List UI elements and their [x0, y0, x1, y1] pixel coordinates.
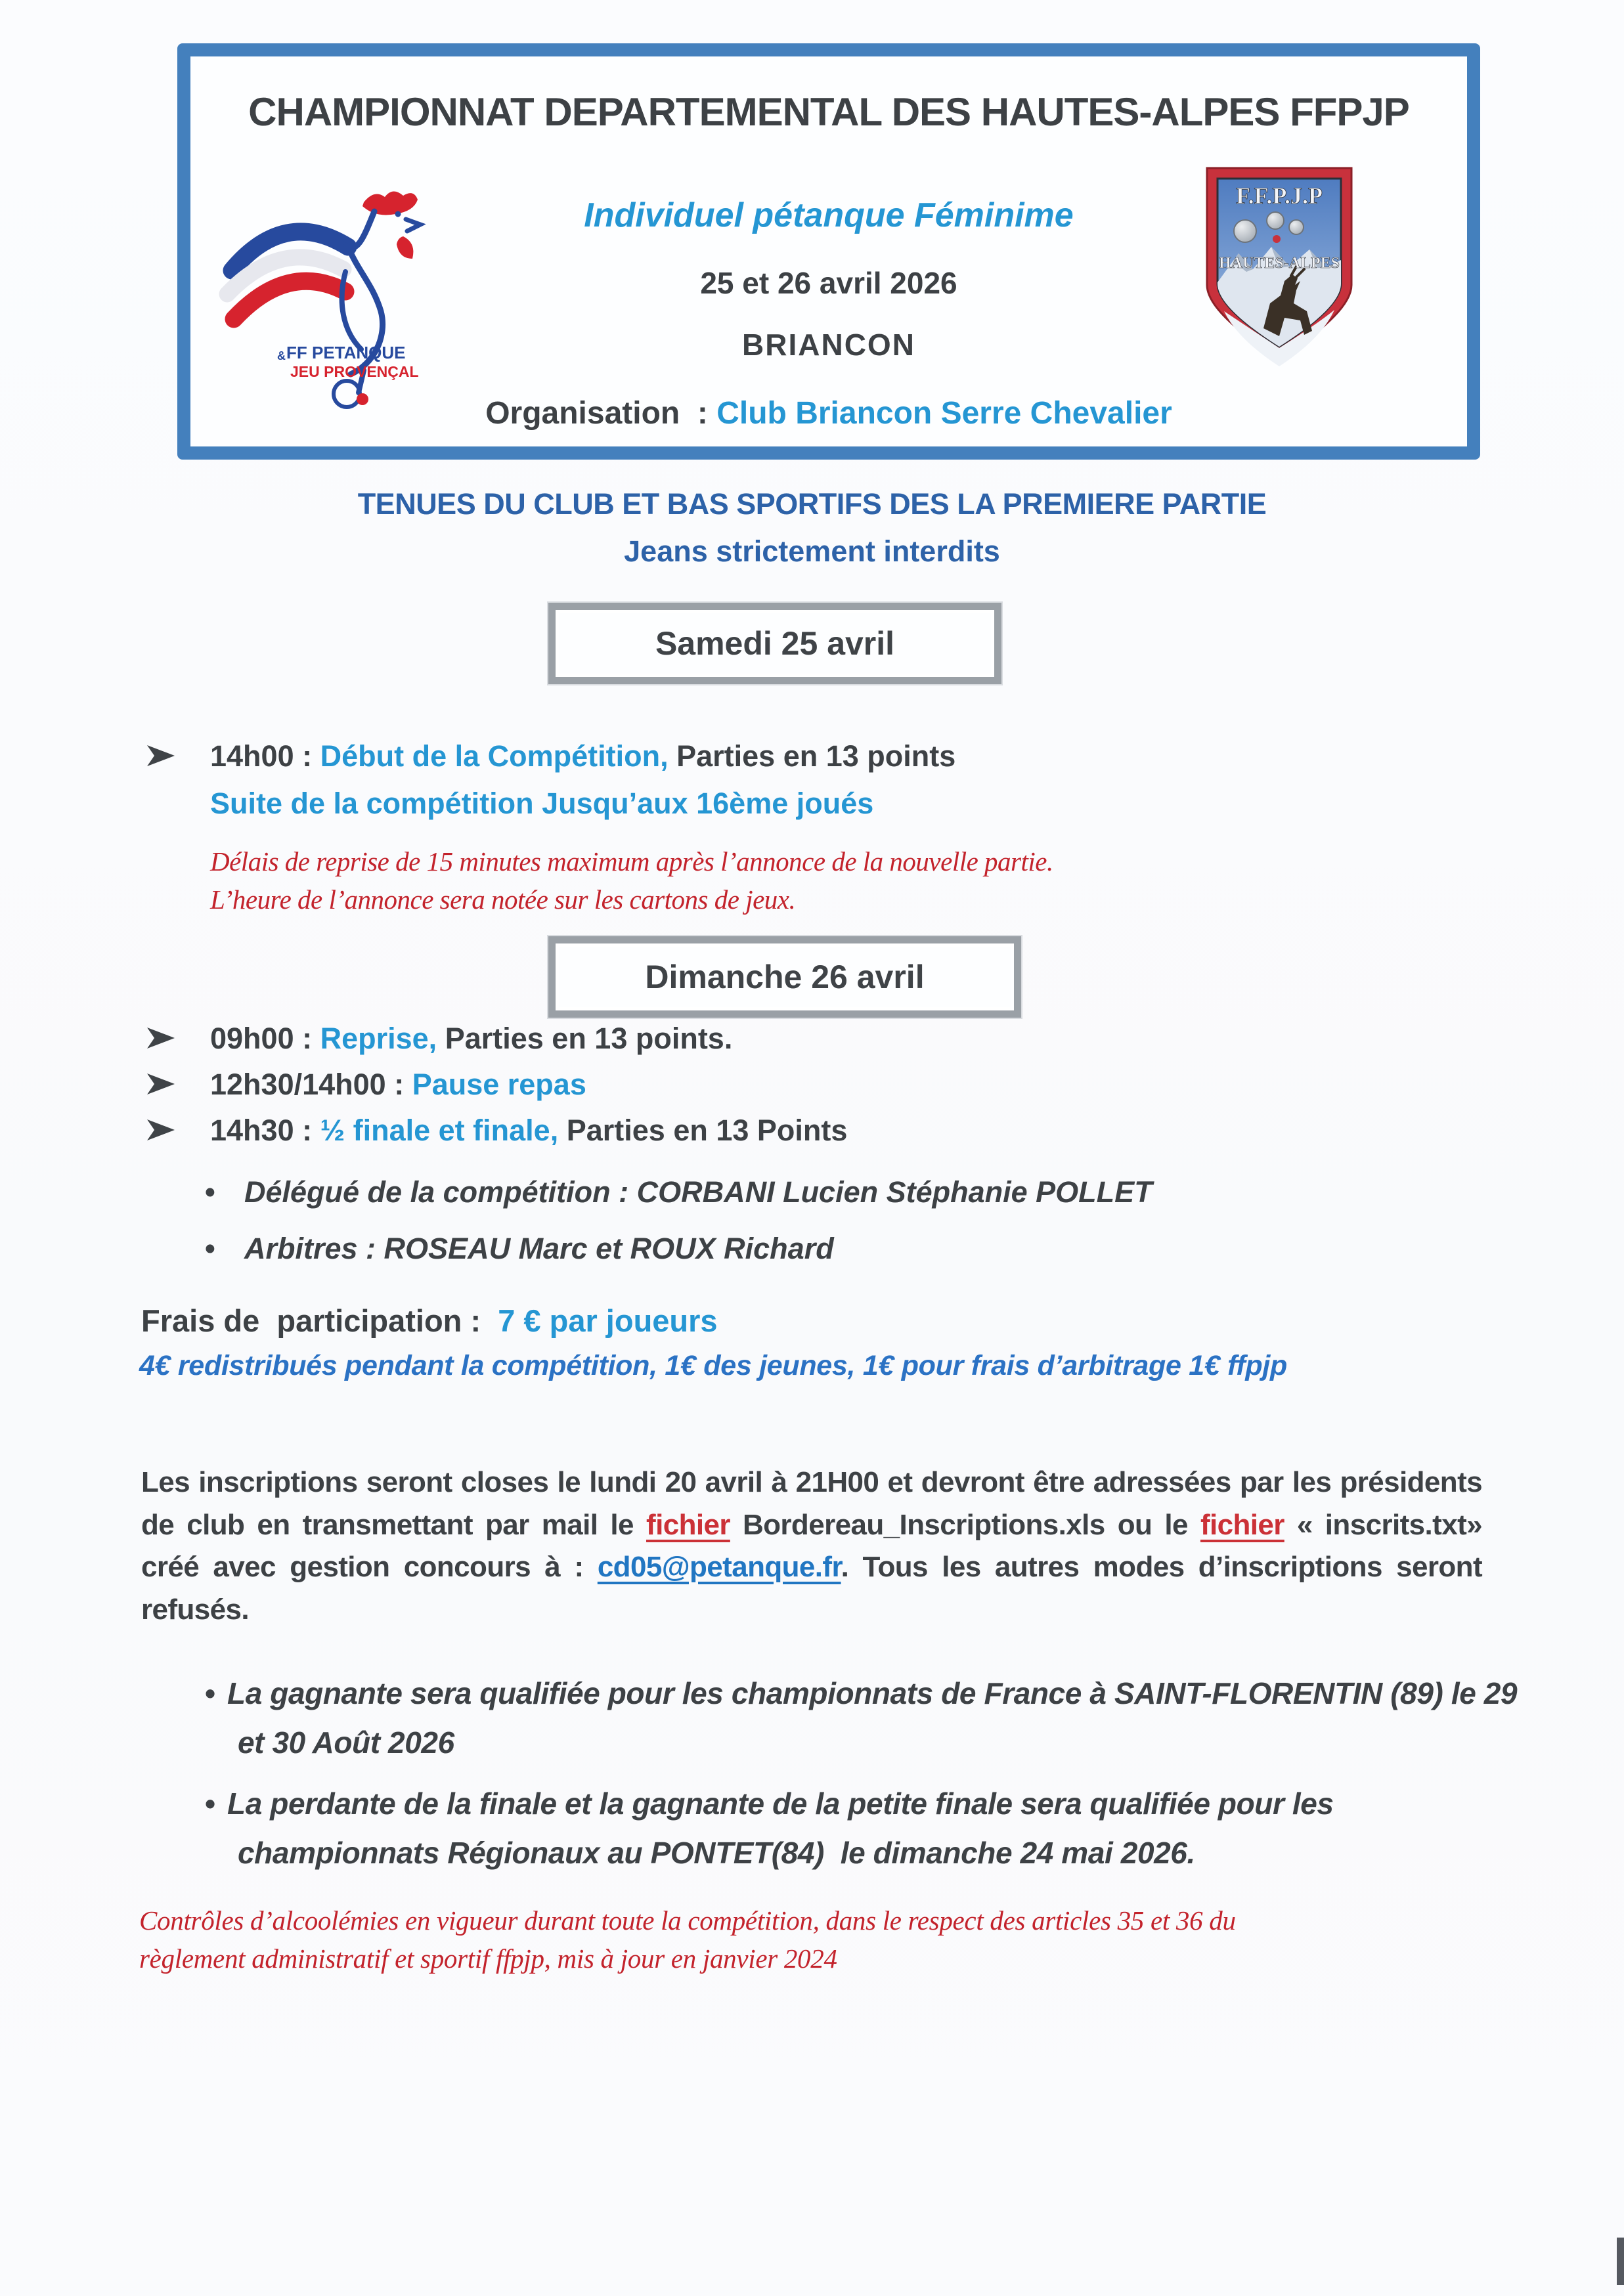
- resume-delay-note-line1: Délais de reprise de 15 minutes maximum après l’annonce de la nouvelle partie.: [210, 846, 1053, 877]
- badge-region: HAUTES-ALPES: [1218, 255, 1340, 272]
- official-delegate-line: [205, 1175, 1152, 1209]
- alcohol-control-note: [139, 1901, 1551, 1978]
- rooster-logo-amp: &: [277, 349, 286, 362]
- alcohol-control-line2: règlement administratif et sportif ffpjp, mis à jour en janvier 2024: [139, 1943, 837, 1974]
- arrow-bullet-icon: [146, 1026, 176, 1050]
- qualification-winner-text: La gagnante sera qualifiée pour les championnats de France à SAINT-FLORENTIN (89) le 29 et 30 Août 2026: [227, 1676, 1518, 1760]
- schedule-rest: Parties en 13 Points: [558, 1114, 848, 1147]
- official-referees-line: [205, 1232, 834, 1266]
- header-frame: [177, 43, 1480, 460]
- dress-code-line2: Jeans strictement interdits: [624, 534, 1000, 568]
- fees-label: Frais de participation :: [141, 1303, 498, 1338]
- fees-value: 7 € par joueurs: [498, 1303, 718, 1338]
- qualification-finalists-text: La perdante de la finale et la gagnante de la petite finale sera qualifiée pour les championnats Régionaux au PONTET(84) le dimanche 24 mai 2026.: [227, 1787, 1334, 1870]
- arrow-bullet-icon: [146, 1118, 176, 1142]
- file-word: fichier: [1200, 1508, 1284, 1541]
- dress-code-line1: TENUES DU CLUB ET BAS SPORTIFS DES LA PREMIERE PARTIE: [357, 487, 1267, 521]
- registration-paragraph: [141, 1462, 1482, 1632]
- schedule-highlight: Reprise,: [320, 1022, 437, 1055]
- registration-text: « inscrits.txt» créé avec gestion concours à :: [141, 1508, 1482, 1584]
- organisation-label: Organisation :: [485, 396, 717, 431]
- file-word: fichier: [646, 1508, 730, 1541]
- arrow-bullet-icon: [146, 744, 176, 768]
- saturday-continuation-note: Suite de la compétition Jusqu’aux 16ème joués: [210, 787, 874, 820]
- saturday-box: [548, 603, 1001, 684]
- schedule-item-sun-0900: [146, 1022, 732, 1056]
- dot-bullet-icon: •: [205, 1787, 215, 1821]
- schedule-rest: Parties en 13 points.: [437, 1022, 733, 1055]
- schedule-highlight: Pause repas: [412, 1068, 586, 1101]
- schedule-rest: Parties en 13 points: [668, 739, 956, 773]
- page-title: CHAMPIONNAT DEPARTEMENTAL DES HAUTES-ALPES FFPJP: [248, 90, 1409, 134]
- qualification-item-winner: [205, 1669, 1518, 1767]
- qualification-item-finalists: [205, 1779, 1518, 1877]
- schedule-time: 14h00 :: [210, 739, 320, 773]
- rooster-logo-line2: JEU PROVENÇAL: [290, 363, 419, 380]
- dot-bullet-icon: •: [205, 1175, 215, 1209]
- dot-bullet-icon: •: [205, 1676, 215, 1710]
- alcohol-control-line1: Contrôles d’alcoolémies en vigueur durant toute la compétition, dans le respect des articles 35 et 36 du: [139, 1905, 1236, 1936]
- event-subtitle: Individuel pétanque Féminime: [584, 196, 1074, 234]
- saturday-box-label: Samedi 25 avril: [655, 625, 895, 662]
- schedule-highlight: ½ finale et finale,: [320, 1114, 559, 1147]
- organisation-club: Club Briancon Serre Chevalier: [716, 396, 1172, 431]
- event-dates: 25 et 26 avril 2026: [700, 266, 957, 300]
- resume-delay-note-line2: L’heure de l’annonce sera notée sur les cartons de jeux.: [210, 884, 796, 915]
- registration-text: . Tous les autres modes d’inscriptions seront refusés.: [141, 1551, 1482, 1626]
- registration-text: Les inscriptions seront closes le lundi 20 avril à 21H00 et devront être adressées par les présidents de club en transmettant par mail le: [141, 1466, 1482, 1541]
- schedule-item-sun-1430: [146, 1114, 847, 1148]
- dot-bullet-icon: •: [205, 1232, 215, 1265]
- schedule-item-sun-lunch: [146, 1068, 586, 1102]
- schedule-time: 12h30/14h00 :: [210, 1068, 412, 1101]
- schedule-item-sat-1400: [146, 739, 955, 773]
- fees-breakdown: 4€ redistribués pendant la compétition, 1€ des jeunes, 1€ pour frais d’arbitrage 1€ ffpjp: [139, 1350, 1287, 1381]
- official-referees: Arbitres : ROSEAU Marc et ROUX Richard: [244, 1232, 834, 1265]
- registration-text: Bordereau_Inscriptions.xls ou le: [730, 1508, 1200, 1541]
- fees-line: [141, 1303, 718, 1339]
- schedule-time: 09h00 :: [210, 1022, 320, 1055]
- email-link[interactable]: cd05@petanque.fr: [597, 1551, 841, 1584]
- badge-title: F.F.P.J.P: [1235, 183, 1323, 209]
- schedule-highlight: Début de la Compétition,: [320, 739, 669, 773]
- schedule-time: 14h30 :: [210, 1114, 320, 1147]
- sunday-box: [548, 936, 1021, 1018]
- event-city: BRIANCON: [742, 328, 915, 362]
- scan-edge-artifact: [1617, 2238, 1624, 2285]
- sunday-box-label: Dimanche 26 avril: [645, 959, 925, 995]
- arrow-bullet-icon: [146, 1072, 176, 1096]
- official-delegate: Délégué de la compétition : CORBANI Lucien Stéphanie POLLET: [244, 1175, 1152, 1209]
- organisation-line: [190, 395, 1467, 431]
- rooster-logo-line1: FF PETANQUE: [286, 343, 406, 362]
